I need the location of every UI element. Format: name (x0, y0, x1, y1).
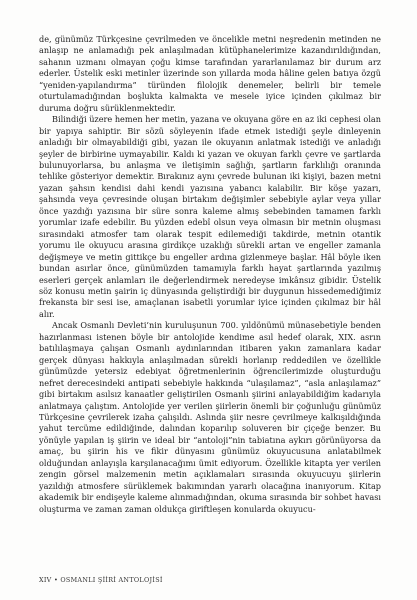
paragraph-1: de, günümüz Türkçesine çevrilmeden ve öncelikle metni neşredenin metinden ne anlaşıp ne anlamadığı pek anlaşılmadan kütüphanelerimize kazandırıldığından, sahanın uzmanı olmayan çoğu kimse tarafından yararlanılamaz bir durum arz ederler. Üstelik eski metinler üzerinde son yıllarda moda hâline gelen batıya özgü “yeniden-yapılandırma” türünden filolojik denemeler, belirli bir temele oturtulamadığından boşlukta kalmakta ve mesele iyice içinden çıkılmaz bir duruma doğru sürüklenmektedir. (39, 34, 381, 113)
paragraph-2: Bilindiği üzere hemen her metin, yazana ve okuyana göre en az iki cephesi olan bir yapıya sahiptir. Bir sözü söyleyenin ifade etmek istediği şeyle dinleyenin anladığı bir olmayabildiği gibi, yazan ile okuyanın anlatmak istediği ve anladığı şeyler de birbirine uymayabilir. Kaldı ki yazan ve okuyan farklı çevre ve şartlarda bulunuyorlarsa, bu anlaşma ve iletişimin sağlığı, şartların farklılığı oranında tehlike gösteriyor demektir. Bırakınız aynı çevrede bulunan iki kişiyi, bazen metni yazan şahsın kendisi dahi kendi yazısına yabancı kalabilir. Bir köşe yazarı, şahsında veya çevresinde oluşan birtakım değişimler sebebiyle aylar veya yıllar önce yazdığı yazısına bir süre sonra kaleme almış sebebinden tamamen farklı yorumlar izafe edebilir. Bu yüzden edebî olsun veya olmasın bir metnin oluşması sırasındaki atmosfer tam olarak tespit edilemediği takdirde, metnin otantik yorumu ile okuyucu arasına girdikçe uzaklığı sürekli artan ve engeller zamanla değişmeye ve metin gittikçe bu engeller ardına gizlenmeye başlar. Hâl böyle iken bundan asırlar önce, günümüzden tamamıyla farklı hayat şartlarında yazılmış eserleri gerçek anlamları ile değerlendirmek neredeyse imkânsız gibidir. Üstelik söz konusu metin şairin iç dünyasında geliştirdiği bir duygunun hissedemediğimiz frekansta bir sesi ise, amaçlanan isabetli yorumlar iyice içinden çıkılmaz bir hâl alır. (39, 114, 381, 319)
page-footer (39, 576, 163, 584)
running-title: OSMANLI ŞİİRİ ANTOLOJİSİ (60, 576, 163, 584)
body-text (39, 34, 381, 515)
footer-separator: • (53, 576, 59, 584)
paragraph-3: Ancak Osmanlı Devleti’nin kuruluşunun 700. yıldönümü münasebetiyle benden hazırlanması istenen böyle bir antolojide kendime asıl hedef olarak, XIX. asrın batılılaşmaya çalışan Osmanlı aydınlarından itibaren yakın zamanlara kadar gerçek dünyası hakkıyla anlaşılmadan sürekli horlanıp reddedilen ve özellikle günümüzde yetersiz edebiyat öğretmenlerinin öğrencilerimizde oluşturduğu nefret derecesindeki antipati sebebiyle hakkında “ulaşılamaz”, “asla anlaşılamaz” gibi birtakım asılsız kanaatler geliştirilen Osmanlı şiirini anlayabildiğim kadarıyla anlatmaya çalıştım. Antolojide yer verilen şiirlerin önemli bir çoğunluğu günümüz Türkçesine çevrilerek izaha çalışıldı. Aslında şiir nesre çevrilmeye kalkışıldığında yahut tercüme edildiğinde, dalından koparılıp soluveren bir çiçeğe benzer. Bu yönüyle yapılan iş şiirin ve ideal bir “antoloji”nin tabiatına aykırı görünüyorsa da amaç, bu şiirin his ve fikir dünyasını günümüz okuyucusuna anlatabilmek olduğundan anlayışla karşılanacağımı ümit ediyorum. Özellikle kitapta yer verilen zengin görsel malzemenin metin açıklamaları sırasında okuyucuyu şiirlerin yazıldığı atmosfere sürüklemek bakımından yararlı olacağına inanıyorum. Kitap akademik bir endişeyle kaleme alınmadığından, okuma sırasında bir sohbet havası oluşturma ve zaman zaman oldukça giriftleşen konularda okuyucu- (39, 320, 381, 514)
page-number: XIV (39, 576, 52, 584)
